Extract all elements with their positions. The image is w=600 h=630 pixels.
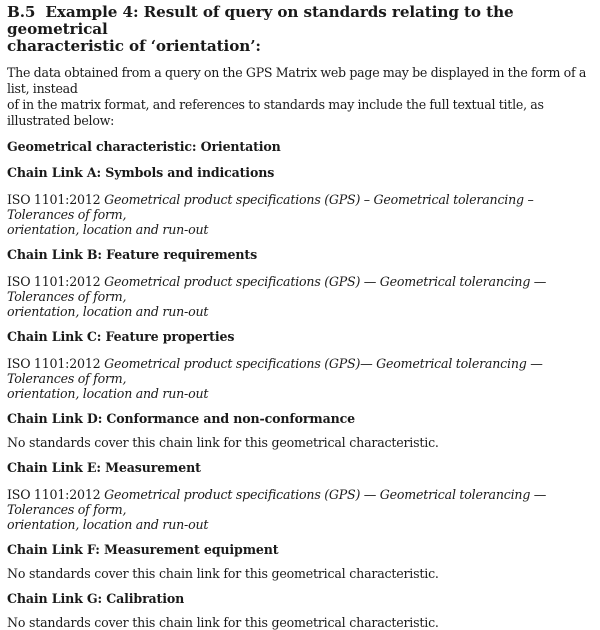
standard-reference: ISO 1101:2012 — [7, 274, 101, 289]
standard-title-line-1: Geometrical product specifications (GPS)— Geometrical tolerancing — Tolerances of form, — [7, 356, 543, 386]
standard-title-line-1: Geometrical product specifications (GPS) — Geometrical tolerancing — Tolerances of form, — [7, 274, 547, 304]
chain-link-b-entry — [7, 274, 600, 319]
standard-title-line-1: Geometrical product specifications (GPS) – Geometrical tolerancing – Tolerances of form, — [7, 192, 534, 222]
standard-line-1 — [7, 274, 600, 304]
standard-reference: ISO 1101:2012 — [7, 356, 101, 371]
chain-link-a-entry — [7, 192, 600, 237]
chain-link-b-heading: Chain Link B: Feature requirements — [7, 247, 258, 262]
chain-link-g-no-standards: No standards cover this chain link for this geometrical characteristic. — [7, 615, 439, 630]
standard-title-line-1: Geometrical product specifications (GPS) — Geometrical tolerancing — Tolerances of form, — [7, 487, 547, 517]
chain-link-g-heading: Chain Link G: Calibration — [7, 591, 185, 606]
standard-title-line-2: orientation, location and run-out — [7, 386, 209, 401]
standard-line-1 — [7, 192, 600, 222]
standard-reference: ISO 1101:2012 — [7, 487, 101, 502]
chain-link-d-heading: Chain Link D: Conformance and non-conformance — [7, 411, 355, 426]
intro-line-1: The data obtained from a query on the GPS Matrix web page may be displayed in the form of a list, instead — [7, 65, 587, 96]
standard-title-line-2: orientation, location and run-out — [7, 517, 209, 532]
chain-link-d-no-standards: No standards cover this chain link for this geometrical characteristic. — [7, 435, 439, 450]
geometrical-characteristic-heading: Geometrical characteristic: Orientation — [7, 139, 281, 154]
standard-reference: ISO 1101:2012 — [7, 192, 101, 207]
clause-heading — [7, 4, 600, 55]
chain-link-f-no-standards: No standards cover this chain link for this geometrical characteristic. — [7, 566, 439, 581]
standard-title-line-2: orientation, location and run-out — [7, 304, 209, 319]
chain-link-c-heading: Chain Link C: Feature properties — [7, 329, 235, 344]
chain-link-e-entry — [7, 487, 600, 532]
clause-title-line-2: characteristic of ‘orientation’: — [7, 37, 261, 55]
clause-title-line-1: Example 4: Result of query on standards relating to the geometrical — [7, 3, 514, 38]
chain-link-c-entry — [7, 356, 600, 401]
clause-heading-line-1 — [7, 4, 600, 38]
chain-link-a-heading: Chain Link A: Symbols and indications — [7, 165, 275, 180]
intro-paragraph — [7, 65, 600, 129]
standard-title-line-2: orientation, location and run-out — [7, 222, 209, 237]
standard-line-1 — [7, 356, 600, 386]
chain-link-f-heading: Chain Link F: Measurement equipment — [7, 542, 279, 557]
chain-link-e-heading: Chain Link E: Measurement — [7, 460, 201, 475]
intro-line-2: of in the matrix format, and references to standards may include the full textual title, as illustrated below: — [7, 97, 544, 128]
clause-number: B.5 — [7, 3, 36, 21]
document-page — [0, 3, 600, 630]
standard-line-1 — [7, 487, 600, 517]
